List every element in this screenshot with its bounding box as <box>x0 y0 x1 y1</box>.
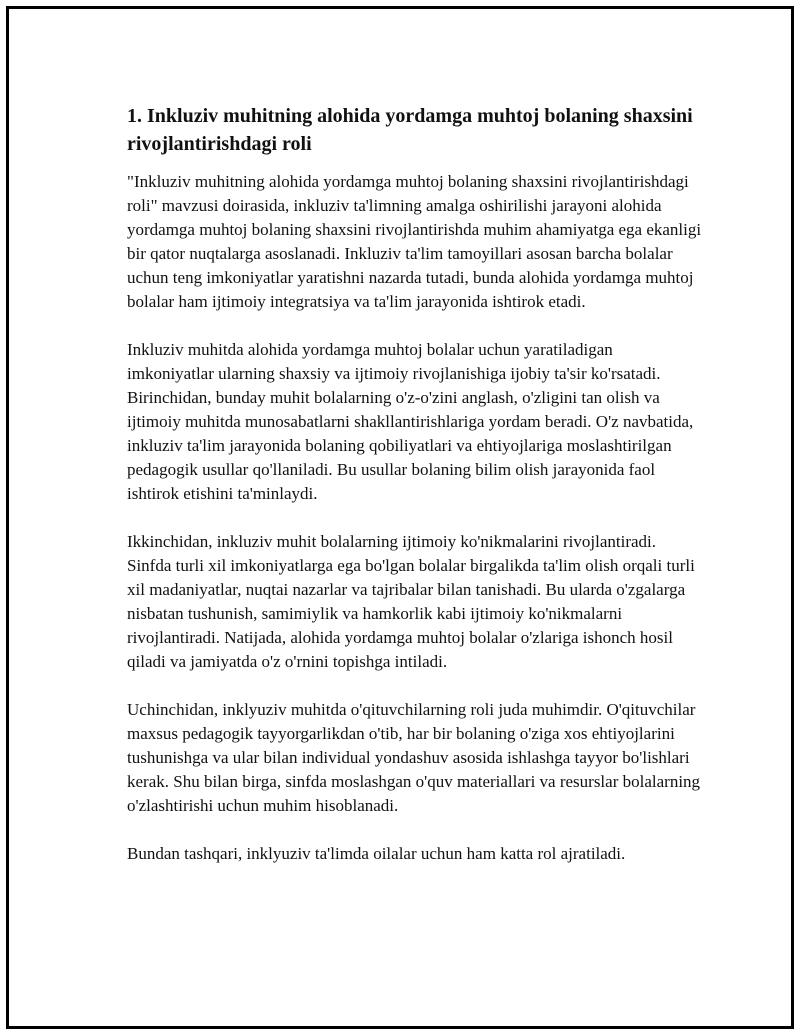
section-heading: 1. Inkluziv muhitning alohida yordamga muhtoj bolaning shaxsini rivojlantirishdagi roli <box>127 105 693 155</box>
page-frame <box>6 6 794 1029</box>
paragraph-1: "Inkluziv muhitning alohida yordamga muhtoj bolaning shaxsini rivojlantirishdagi roli" mavzusi doirasida, inkluziv ta'limning amalga oshirilishi jarayoni alohida yordamga muhtoj bolaning shaxsini rivojlantirishda muhim ahamiyatga ega ekanligi bir qator nuqtalarga asoslanadi. Inkluziv ta'lim tamoyillari asosan barcha bolalar uchun teng imkoniyatlar yaratishni nazarda tutadi, bunda alohida yordamga muhtoj bolalar ham ijtimoiy integratsiya va ta'lim jarayonida ishtirok etadi. <box>127 172 702 311</box>
paragraph-4: Uchinchidan, inklyuziv muhitda o'qituvchilarning roli juda muhimdir. O'qituvchilar maxsus pedagogik tayyorgarlikdan o'tib, har bir bolaning o'ziga xos ehtiyojlarini tushunishga va ular bilan individual yondashuv asosida ishlashga tayyor bo'lishlari kerak. Shu bilan birga, sinfda moslashgan o'quv materiallari va resurslar bolalarning o'zlashtirishi uchun muhim hisoblanadi. <box>127 700 701 815</box>
document-body <box>122 102 702 890</box>
paragraph-5: Bundan tashqari, inklyuziv ta'limda oilalar uchun ham katta rol ajratiladi. <box>127 844 626 863</box>
paragraph-2: Inkluziv muhitda alohida yordamga muhtoj bolalar uchun yaratiladigan imkoniyatlar ularning shaxsiy va ijtimoiy rivojlanishiga ijobiy ta'sir ko'rsatadi. Birinchidan, bunday muhit bolalarning o'z-o'zini anglash, o'zligini tan olish va ijtimoiy muhitda munosabatlarni shakllantirishlariga yordam beradi. O'z navbatida, inkluziv ta'lim jarayonida bolaning qobiliyatlari va ehtiyojlariga moslashtirilgan pedagogik usullar qo'llaniladi. Bu usullar bolaning bilim olish jarayonida faol ishtirok etishini ta'minlaydi. <box>127 340 694 503</box>
paragraph-3: Ikkinchidan, inkluziv muhit bolalarning ijtimoiy ko'nikmalarini rivojlantiradi. Sinfda turli xil imkoniyatlarga ega bo'lgan bolalar birgalikda ta'lim olish orqali turli xil madaniyatlar, nuqtai nazarlar va tajribalar bilan tanishadi. Bu ularda o'zgalarga nisbatan tushunish, samimiylik va hamkorlik kabi ijtimoiy ko'nikmalarni rivojlantiradi. Natijada, alohida yordamga muhtoj bolalar o'zlariga ishonch hosil qiladi va jamiyatda o'z o'rnini topishga intiladi. <box>127 532 695 671</box>
